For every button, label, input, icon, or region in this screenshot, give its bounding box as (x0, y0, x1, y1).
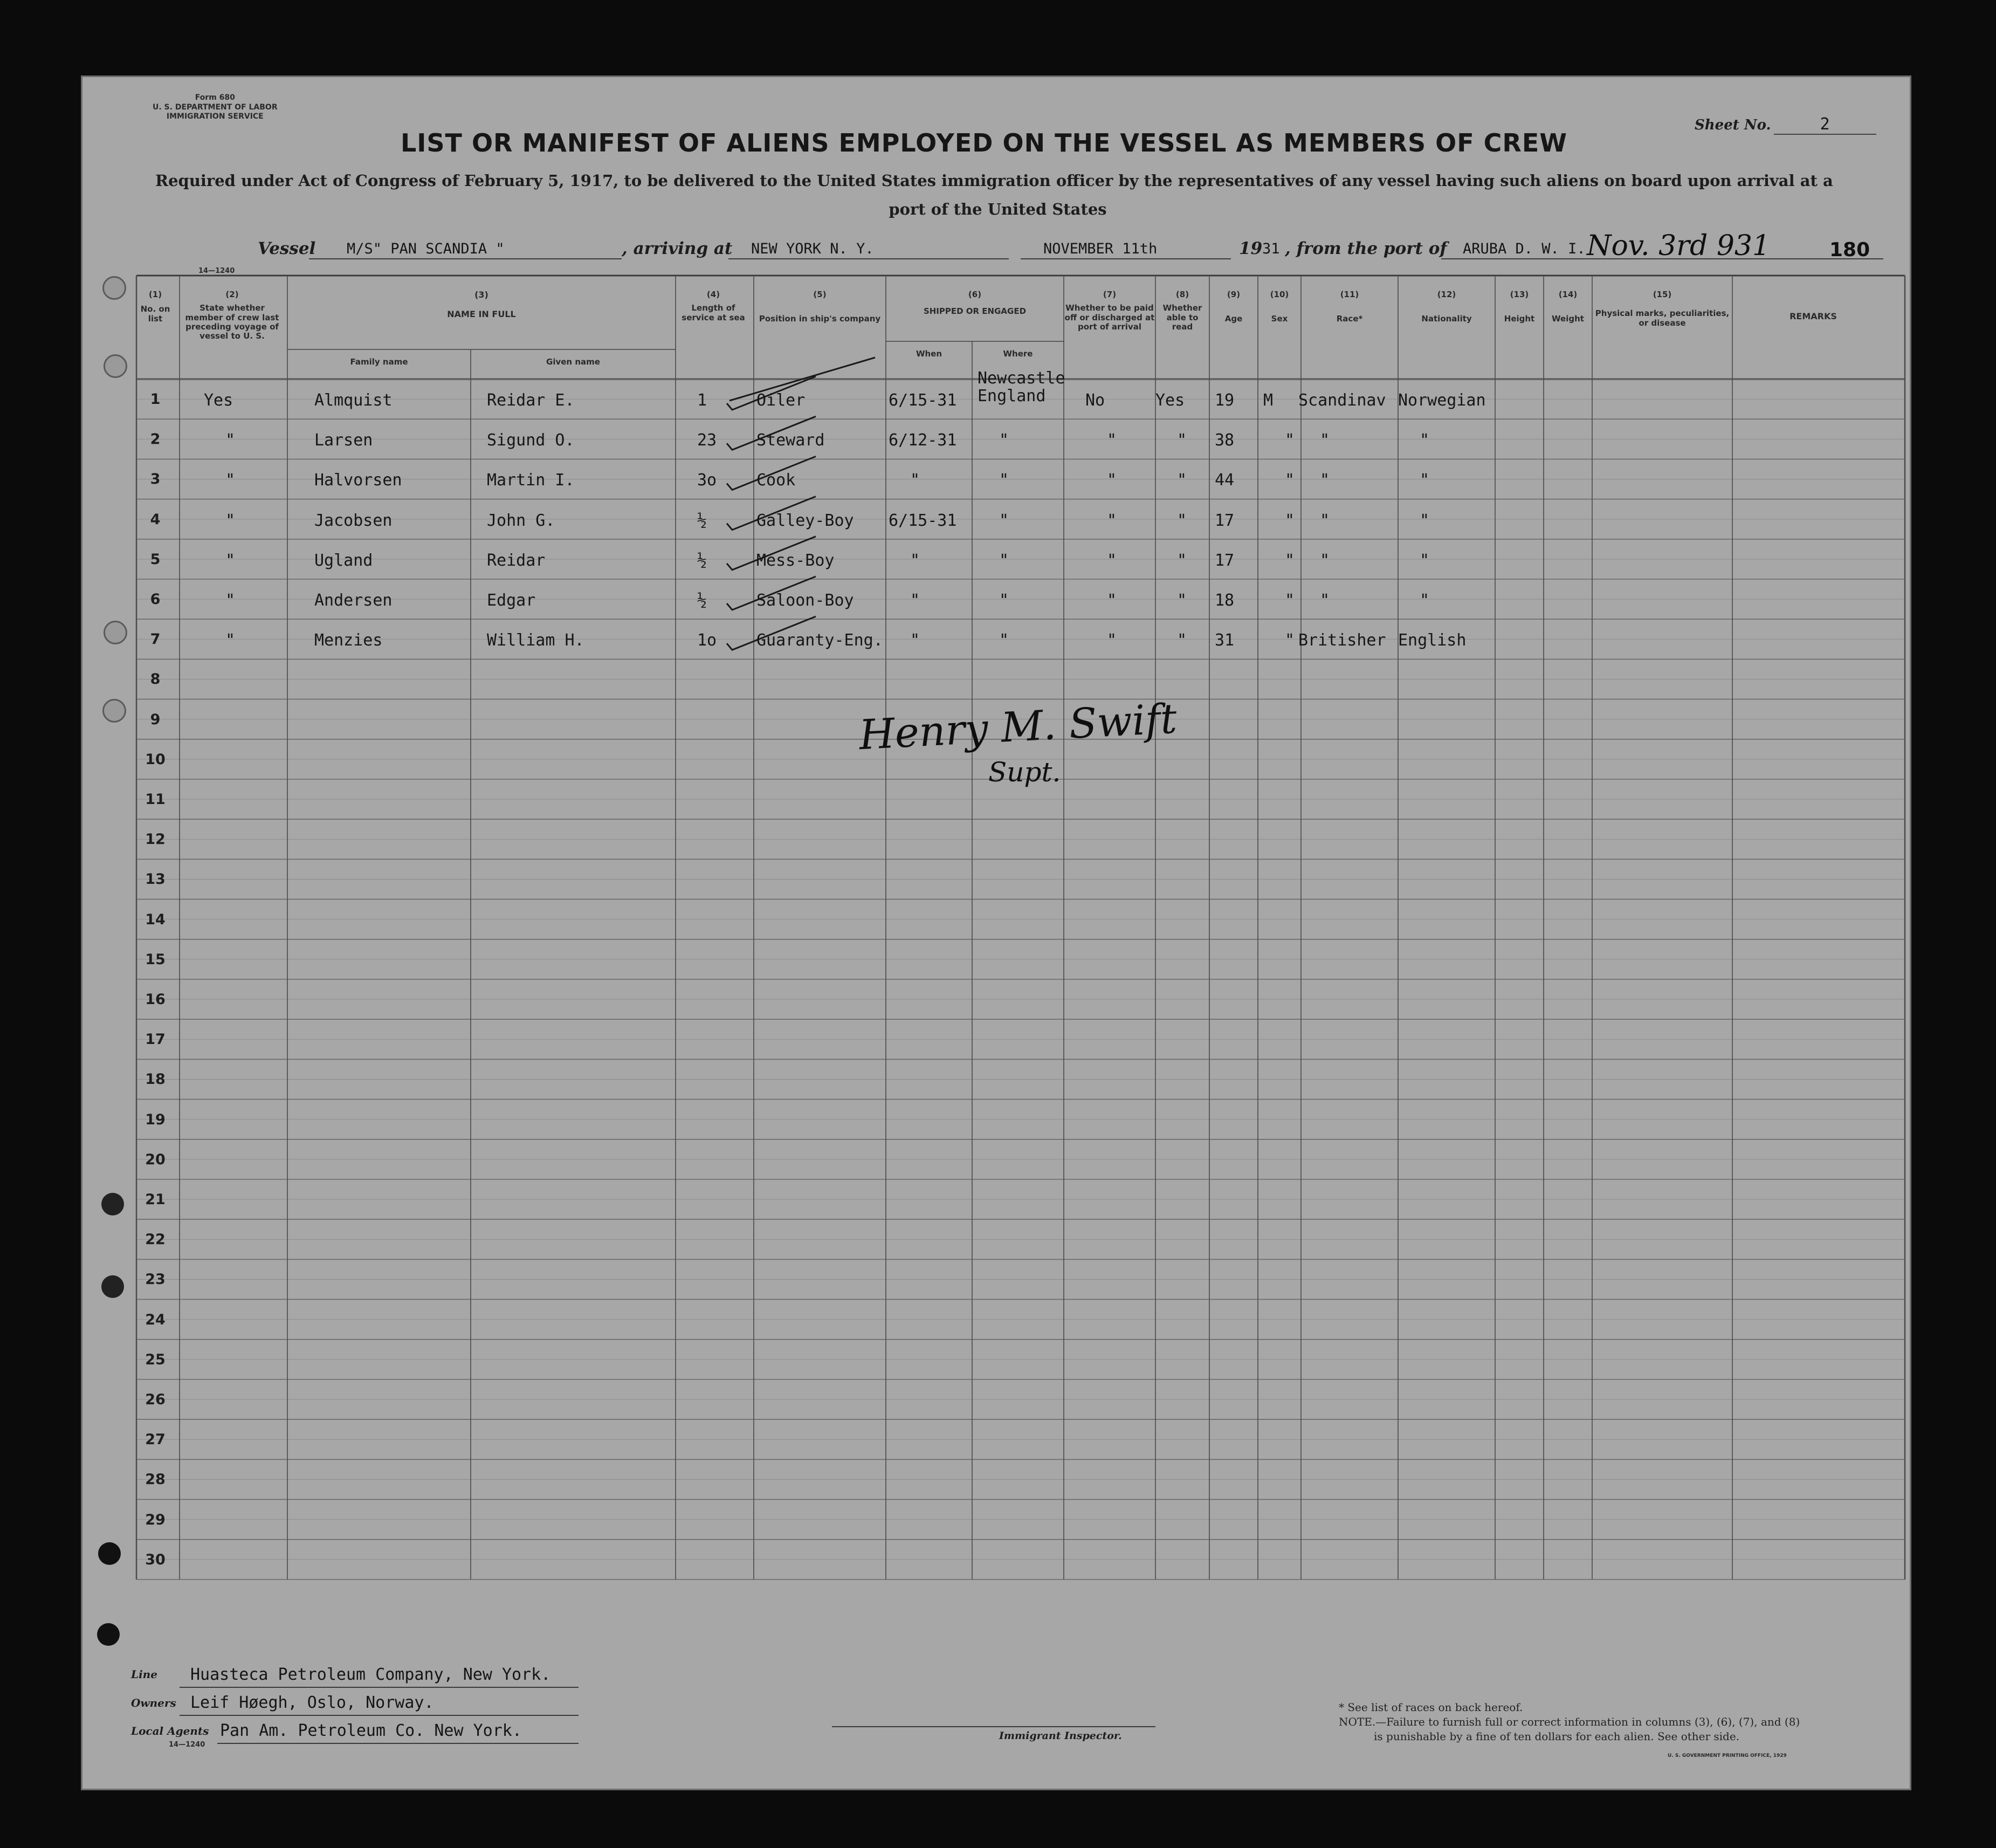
family-name-cell: Larsen (314, 431, 373, 450)
row-number: 5 (150, 551, 161, 568)
service-length-cell: 23 (697, 431, 717, 450)
row-number: 28 (145, 1471, 166, 1488)
col-13-header: (13) Height (1504, 290, 1535, 324)
form-code: 14—1240 (198, 267, 235, 275)
punch-hole (104, 621, 127, 644)
subtitle-line-2: port of the United States (889, 200, 1107, 218)
punch-hole (98, 1542, 121, 1565)
col-11-header: (11) Race* (1336, 290, 1363, 324)
stamp-number: 180 (1829, 239, 1870, 261)
line-label: Line (131, 1668, 157, 1681)
row-number: 17 (145, 1031, 166, 1048)
position-cell: Guaranty-Eng. (756, 631, 883, 650)
shipped-when-cell: " (910, 591, 920, 610)
paid-off-cell: No (1085, 391, 1105, 410)
age-cell: 38 (1215, 431, 1235, 450)
row-number: 24 (145, 1311, 166, 1328)
row-number: 22 (145, 1231, 166, 1248)
previous-voyage-cell: " (225, 511, 236, 530)
col-6-header: (6) SHIPPED OR ENGAGED (923, 290, 1027, 317)
able-to-read-cell: " (1177, 511, 1187, 530)
nationality-cell: English (1398, 631, 1467, 650)
paid-off-cell: " (1107, 631, 1117, 650)
row-number: 29 (145, 1511, 166, 1528)
row-number: 11 (145, 791, 166, 808)
where-header: Where (1003, 349, 1033, 359)
position-cell: Steward (756, 431, 825, 450)
col-15-header: (15) Physical marks, peculiarities, or disease (1595, 290, 1730, 328)
able-to-read-cell: Yes (1155, 391, 1185, 410)
age-cell: 17 (1215, 511, 1235, 530)
paid-off-cell: " (1107, 511, 1117, 530)
given-name-cell: William H. (487, 631, 584, 650)
row-number: 4 (150, 511, 161, 528)
sheet-number-label: Sheet No. (1695, 117, 1771, 133)
race-cell: " (1320, 431, 1330, 450)
vessel-name: M/S" PAN SCANDIA " (347, 241, 505, 257)
family-name-cell: Menzies (314, 631, 383, 650)
row-number: 6 (150, 591, 161, 608)
arrival-year: 31 (1262, 241, 1280, 257)
row-number: 13 (145, 871, 166, 888)
col-5-header: (5) Position in ship's company (759, 290, 881, 324)
row-number: 14 (145, 911, 166, 928)
department-name: U. S. DEPARTMENT OF LABOR (153, 102, 278, 112)
shipped-where-cell: " (999, 631, 1009, 650)
able-to-read-cell: " (1177, 431, 1187, 450)
age-cell: 31 (1215, 631, 1235, 650)
service-length-cell: 1 (697, 391, 707, 410)
row-number: 2 (150, 431, 161, 448)
when-header: When (916, 349, 942, 359)
nationality-cell: " (1420, 471, 1430, 490)
family-name-cell: Halvorsen (314, 471, 402, 490)
family-name-cell: Almquist (314, 391, 393, 410)
row-number: 7 (150, 631, 161, 648)
row-number: 19 (145, 1111, 166, 1128)
shipped-where-cell: " (999, 511, 1009, 530)
arriving-label: , arriving at (622, 239, 733, 258)
row-number: 12 (145, 831, 166, 848)
shipped-when-cell: " (910, 551, 920, 570)
given-name-cell: Reidar E. (487, 391, 575, 410)
row-number: 15 (145, 951, 166, 968)
row-number: 23 (145, 1271, 166, 1288)
handwritten-date: Nov. 3rd 931 (1587, 230, 1771, 262)
service-length-cell: ½ (697, 591, 707, 610)
family-name-header: Family name (350, 357, 408, 367)
nationality-cell: " (1420, 511, 1430, 530)
row-number: 1 (150, 391, 161, 408)
paid-off-cell: " (1107, 551, 1117, 570)
able-to-read-cell: " (1177, 591, 1187, 610)
row-number: 25 (145, 1351, 166, 1368)
inspector-label: Immigrant Inspector. (999, 1730, 1122, 1742)
given-name-header: Given name (546, 357, 600, 367)
row-number: 3 (150, 471, 161, 488)
punch-hole (101, 1275, 124, 1298)
col-3-header: (3) NAME IN FULL (447, 290, 516, 320)
col-7-header: (7) Whether to be paid off or discharged at port of arrival (1064, 290, 1155, 332)
shipped-when-cell: " (910, 471, 920, 490)
signature-name: Henry M. Swift (858, 694, 1178, 759)
age-cell: 44 (1215, 471, 1235, 490)
race-cell: " (1320, 591, 1330, 610)
previous-voyage-cell: " (225, 551, 236, 570)
row-number: 26 (145, 1391, 166, 1408)
col-1-header: (1) No. on list (140, 290, 170, 324)
row-number: 8 (150, 671, 161, 688)
shipped-where-cell: Newcastle England (978, 369, 1065, 406)
age-cell: 19 (1215, 391, 1235, 410)
given-name-cell: Reidar (487, 551, 546, 570)
position-cell: Oiler (756, 391, 806, 410)
line-fill-line (180, 1687, 579, 1688)
line-value: Huasteca Petroleum Company, New York. (190, 1665, 551, 1684)
shipped-where-cell: " (999, 591, 1009, 610)
punch-hole (101, 1193, 124, 1215)
row-number: 21 (145, 1191, 166, 1208)
race-cell: " (1320, 551, 1330, 570)
departure-port: ARUBA D. W. I. (1463, 241, 1586, 257)
service-length-cell: 1o (697, 631, 717, 650)
col-2-header: (2) State whether member of crew last preceding voyage of vessel to U. S. (185, 290, 279, 341)
shipped-when-cell: 6/12-31 (889, 431, 957, 450)
subtitle-line-1: Required under Act of Congress of February 5, 1917, to be delivered to the United States immigration officer by the representatives of any vessel having such aliens on board upon arrival at a (155, 171, 1833, 190)
row-number: 20 (145, 1151, 166, 1168)
arrival-date: NOVEMBER 11th (1043, 241, 1158, 257)
age-cell: 18 (1215, 591, 1235, 610)
manifest-sheet (81, 75, 1911, 1790)
vessel-label: Vessel (258, 239, 316, 258)
position-cell: Saloon-Boy (756, 591, 854, 610)
agents-fill-line (217, 1743, 579, 1744)
previous-voyage-cell: " (225, 591, 236, 610)
footnote (1339, 1700, 1800, 1744)
sex-cell: " (1285, 511, 1295, 530)
family-name-cell: Ugland (314, 551, 373, 570)
col-10-header: (10) Sex (1270, 290, 1289, 324)
shipped-where-cell: " (999, 471, 1009, 490)
row-number: 9 (150, 711, 161, 728)
given-name-cell: John G. (487, 511, 555, 530)
year-prefix: 19 (1239, 239, 1263, 258)
sheet-number-value: 2 (1774, 115, 1876, 135)
arriving-port: NEW YORK N. Y. (751, 241, 874, 257)
page-title: LIST OR MANIFEST OF ALIENS EMPLOYED ON THE VESSEL AS MEMBERS OF CREW (401, 128, 1568, 157)
row-number: 18 (145, 1071, 166, 1088)
owners-label: Owners (131, 1696, 176, 1709)
sex-cell: " (1285, 431, 1295, 450)
footnote-penalty-1: NOTE.—Failure to furnish full or correct information in columns (3), (6), (7), and (8) (1339, 1715, 1800, 1728)
punch-hole (102, 276, 126, 300)
punch-hole (102, 699, 126, 723)
paid-off-cell: " (1107, 471, 1117, 490)
race-cell: Scandinav (1298, 391, 1386, 410)
local-agents-label: Local Agents (131, 1725, 209, 1737)
punch-hole (97, 1623, 120, 1646)
from-port-label: , from the port of (1285, 239, 1447, 258)
nationality-cell: Norwegian (1398, 391, 1486, 410)
nationality-cell: " (1420, 551, 1430, 570)
paid-off-cell: " (1107, 591, 1117, 610)
col-14-header: (14) Weight (1552, 290, 1584, 324)
service-name: IMMIGRATION SERVICE (166, 112, 264, 121)
col-8-header: (8) Whether able to read (1162, 290, 1202, 332)
manifest-grid (82, 77, 1913, 1792)
col-4-header: (4) Length of service at sea (682, 290, 745, 322)
family-name-cell: Andersen (314, 591, 393, 610)
able-to-read-cell: " (1177, 631, 1187, 650)
previous-voyage-cell: " (225, 631, 236, 650)
printer-mark: U. S. GOVERNMENT PRINTING OFFICE, 1929 (1668, 1753, 1787, 1758)
shipped-when-cell: " (910, 631, 920, 650)
family-name-cell: Jacobsen (314, 511, 393, 530)
form-number: Form 680 (195, 93, 235, 102)
signature-title: Supt. (988, 757, 1061, 788)
col-12-header: (12) Nationality (1421, 290, 1472, 324)
sex-cell: " (1285, 551, 1295, 570)
age-cell: 17 (1215, 551, 1235, 570)
given-name-cell: Martin I. (487, 471, 575, 490)
nationality-cell: " (1420, 591, 1430, 610)
remarks-header: REMARKS (1789, 311, 1837, 321)
punch-hole (104, 354, 127, 378)
row-number: 27 (145, 1431, 166, 1448)
local-agents-value: Pan Am. Petroleum Co. New York. (220, 1721, 522, 1740)
position-cell: Galley-Boy (756, 511, 854, 530)
able-to-read-cell: " (1177, 471, 1187, 490)
footnote-races: * See list of races on back hereof. (1339, 1701, 1523, 1714)
sex-cell: M (1263, 391, 1274, 410)
position-cell: Cook (756, 471, 796, 490)
service-length-cell: ½ (697, 511, 707, 530)
owners-value: Leif Høegh, Oslo, Norway. (190, 1693, 434, 1712)
race-cell: " (1320, 471, 1330, 490)
service-length-cell: 3o (697, 471, 717, 490)
shipped-when-cell: 6/15-31 (889, 511, 957, 530)
paid-off-cell: " (1107, 431, 1117, 450)
form-code-bottom: 14—1240 (169, 1741, 205, 1749)
nationality-cell: " (1420, 431, 1430, 450)
service-length-cell: ½ (697, 551, 707, 570)
race-cell: Britisher (1298, 631, 1386, 650)
shipped-where-cell: " (999, 431, 1009, 450)
shipped-when-cell: 6/15-31 (889, 391, 957, 410)
shipped-where-cell: " (999, 551, 1009, 570)
able-to-read-cell: " (1177, 551, 1187, 570)
race-cell: " (1320, 511, 1330, 530)
given-name-cell: Sigund O. (487, 431, 575, 450)
position-cell: Mess-Boy (756, 551, 835, 570)
footnote-penalty-2: is punishable by a fine of ten dollars for each alien. See other side. (1374, 1730, 1740, 1743)
inspector-signature-line (832, 1726, 1155, 1727)
sex-cell: " (1285, 631, 1295, 650)
owners-fill-line (180, 1715, 579, 1716)
previous-voyage-cell: Yes (204, 391, 233, 410)
col-9-header: (9) Age (1224, 290, 1243, 324)
row-number: 10 (145, 751, 166, 768)
previous-voyage-cell: " (225, 471, 236, 490)
row-number: 16 (145, 991, 166, 1008)
previous-voyage-cell: " (225, 431, 236, 450)
given-name-cell: Edgar (487, 591, 536, 610)
row-number: 30 (145, 1551, 166, 1568)
sex-cell: " (1285, 471, 1295, 490)
sex-cell: " (1285, 591, 1295, 610)
